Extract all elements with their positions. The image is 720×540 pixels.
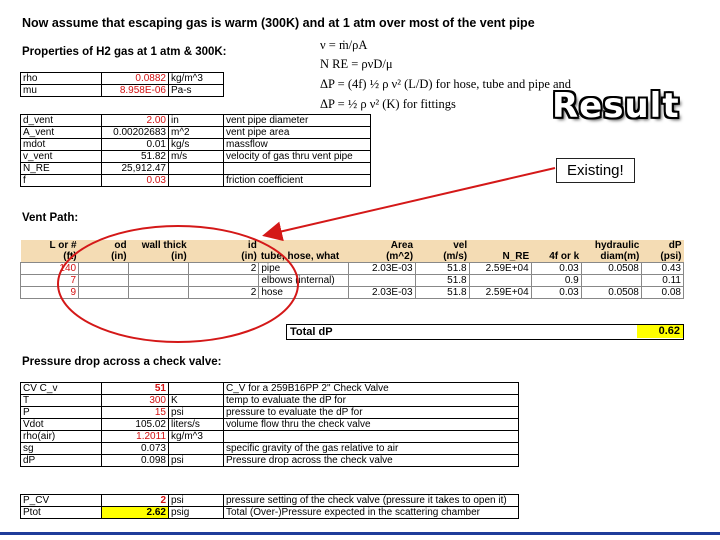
- param-desc: volume flow thru the check valve: [224, 419, 519, 431]
- param-desc: vent pipe area: [224, 127, 371, 139]
- param-name: dP: [21, 455, 102, 467]
- param-desc: vent pipe diameter: [224, 115, 371, 127]
- page-title: Now assume that escaping gas is warm (300K) and at 1 atm over most of the vent pipe: [22, 16, 535, 30]
- param-value: 105.02: [102, 419, 169, 431]
- column-header: (in): [129, 251, 189, 263]
- prop-name: rho: [21, 73, 102, 85]
- param-value: 2.00: [102, 115, 169, 127]
- param-name: P_CV: [21, 495, 102, 507]
- param-name: d_vent: [21, 115, 102, 127]
- column-header: vel: [415, 240, 469, 251]
- param-unit: m^2: [169, 127, 224, 139]
- column-header: Area: [349, 240, 415, 251]
- equation-dp-fittings: ΔP = ½ ρ ν² (K) for fittings: [320, 97, 456, 111]
- column-header: tube, hose, what: [259, 251, 349, 263]
- prop-name: mu: [21, 85, 102, 97]
- param-unit: psig: [169, 507, 224, 519]
- param-value: 0.03: [102, 175, 169, 187]
- check-valve-heading: Pressure drop across a check valve:: [22, 356, 222, 368]
- param-unit: kg/s: [169, 139, 224, 151]
- param-unit: in: [169, 115, 224, 127]
- column-header: (psi): [641, 251, 683, 263]
- param-desc: Total (Over-)Pressure expected in the scattering chamber: [224, 507, 519, 519]
- highlight-circle: [58, 226, 298, 342]
- param-value: 300: [102, 395, 169, 407]
- param-value: 0.073: [102, 443, 169, 455]
- cell: pipe: [259, 263, 349, 275]
- param-value: 51: [102, 383, 169, 395]
- column-header: 4f or k: [531, 251, 581, 263]
- param-name: A_vent: [21, 127, 102, 139]
- param-name: f: [21, 175, 102, 187]
- cell: 0.43: [641, 263, 683, 275]
- param-unit: kg/m^3: [169, 431, 224, 443]
- param-desc: specific gravity of the gas relative to air: [224, 443, 519, 455]
- cell: 2.59E+04: [469, 263, 531, 275]
- result-label: Result: [552, 86, 680, 126]
- param-desc: massflow: [224, 139, 371, 151]
- prop-value: 0.0882: [102, 73, 169, 85]
- param-unit: psi: [169, 455, 224, 467]
- cell: 0.9: [531, 275, 581, 287]
- param-value: 1.2011: [102, 431, 169, 443]
- param-value: 51.82: [102, 151, 169, 163]
- equation-velocity: ν = ṁ/ρA: [320, 38, 368, 52]
- cell: hose: [259, 287, 349, 299]
- param-value: 2.62: [102, 507, 169, 519]
- prop-unit: Pa-s: [169, 85, 224, 97]
- column-header: (in): [189, 251, 259, 263]
- column-header: L or #: [21, 240, 79, 251]
- cell: 0.03: [531, 287, 581, 299]
- param-name: CV C_v: [21, 383, 102, 395]
- equation-reynolds: N RE = ρνD/μ: [320, 57, 393, 71]
- vent-path-heading: Vent Path:: [22, 212, 79, 224]
- pointer-arrow: [266, 168, 555, 235]
- cell: 2.59E+04: [469, 287, 531, 299]
- cell: elbows (internal): [259, 275, 349, 287]
- cell: 2: [189, 263, 259, 275]
- cell: 51.8: [415, 263, 469, 275]
- param-name: sg: [21, 443, 102, 455]
- cell: 0.08: [641, 287, 683, 299]
- param-desc: friction coefficient: [224, 175, 371, 187]
- param-desc: C_V for a 259B16PP 2" Check Valve: [224, 383, 519, 395]
- param-value: 25,912.47: [102, 163, 169, 175]
- param-value: 0.01: [102, 139, 169, 151]
- cell: 0.0508: [581, 263, 641, 275]
- param-desc: pressure setting of the check valve (pressure it takes to open it): [224, 495, 519, 507]
- existing-callout: Existing!: [556, 158, 635, 183]
- cell: 0.03: [531, 263, 581, 275]
- param-value: 15: [102, 407, 169, 419]
- cell: 2.03E-03: [349, 287, 415, 299]
- prop-unit: kg/m^3: [169, 73, 224, 85]
- param-name: T: [21, 395, 102, 407]
- column-header: (ft): [21, 251, 79, 263]
- cell: 2.03E-03: [349, 263, 415, 275]
- bottom-rule: [0, 532, 720, 535]
- param-value: 0.098: [102, 455, 169, 467]
- column-header: (m^2): [349, 251, 415, 263]
- cell: 51.8: [415, 275, 469, 287]
- cell: 140: [21, 263, 79, 275]
- param-desc: velocity of gas thru vent pipe: [224, 151, 371, 163]
- param-name: rho(air): [21, 431, 102, 443]
- param-desc: temp to evaluate the dP for: [224, 395, 519, 407]
- param-name: Ptot: [21, 507, 102, 519]
- cell: 0.11: [641, 275, 683, 287]
- column-header: id: [189, 240, 259, 251]
- cell: 0.0508: [581, 287, 641, 299]
- param-unit: liters/s: [169, 419, 224, 431]
- param-desc: Pressure drop across the check valve: [224, 455, 519, 467]
- param-name: v_vent: [21, 151, 102, 163]
- column-header: wall thick: [129, 240, 189, 251]
- param-unit: m/s: [169, 151, 224, 163]
- total-dp-value: 0.62: [637, 325, 683, 338]
- total-dp-label: Total dP: [290, 326, 333, 338]
- param-unit: K: [169, 395, 224, 407]
- equation-dp-pipe: ΔP = (4f) ½ ρ ν² (L/D) for hose, tube and pipe and: [320, 77, 572, 91]
- column-header: (in): [79, 251, 129, 263]
- column-header: (m/s): [415, 251, 469, 263]
- column-header: hydraulic: [581, 240, 641, 251]
- cell: 51.8: [415, 287, 469, 299]
- properties-heading: Properties of H2 gas at 1 atm & 300K:: [22, 46, 227, 58]
- column-header: N_RE: [469, 251, 531, 263]
- cell: 9: [21, 287, 79, 299]
- cell: 7: [21, 275, 79, 287]
- param-unit: psi: [169, 495, 224, 507]
- param-name: mdot: [21, 139, 102, 151]
- column-header: dP: [641, 240, 683, 251]
- param-desc: pressure to evaluate the dP for: [224, 407, 519, 419]
- param-unit: psi: [169, 407, 224, 419]
- param-name: P: [21, 407, 102, 419]
- cell: 2: [189, 287, 259, 299]
- prop-value: 8.958E-06: [102, 85, 169, 97]
- param-value: 2: [102, 495, 169, 507]
- column-header: diam(m): [581, 251, 641, 263]
- param-value: 0.00202683: [102, 127, 169, 139]
- column-header: od: [79, 240, 129, 251]
- param-name: N_RE: [21, 163, 102, 175]
- param-name: Vdot: [21, 419, 102, 431]
